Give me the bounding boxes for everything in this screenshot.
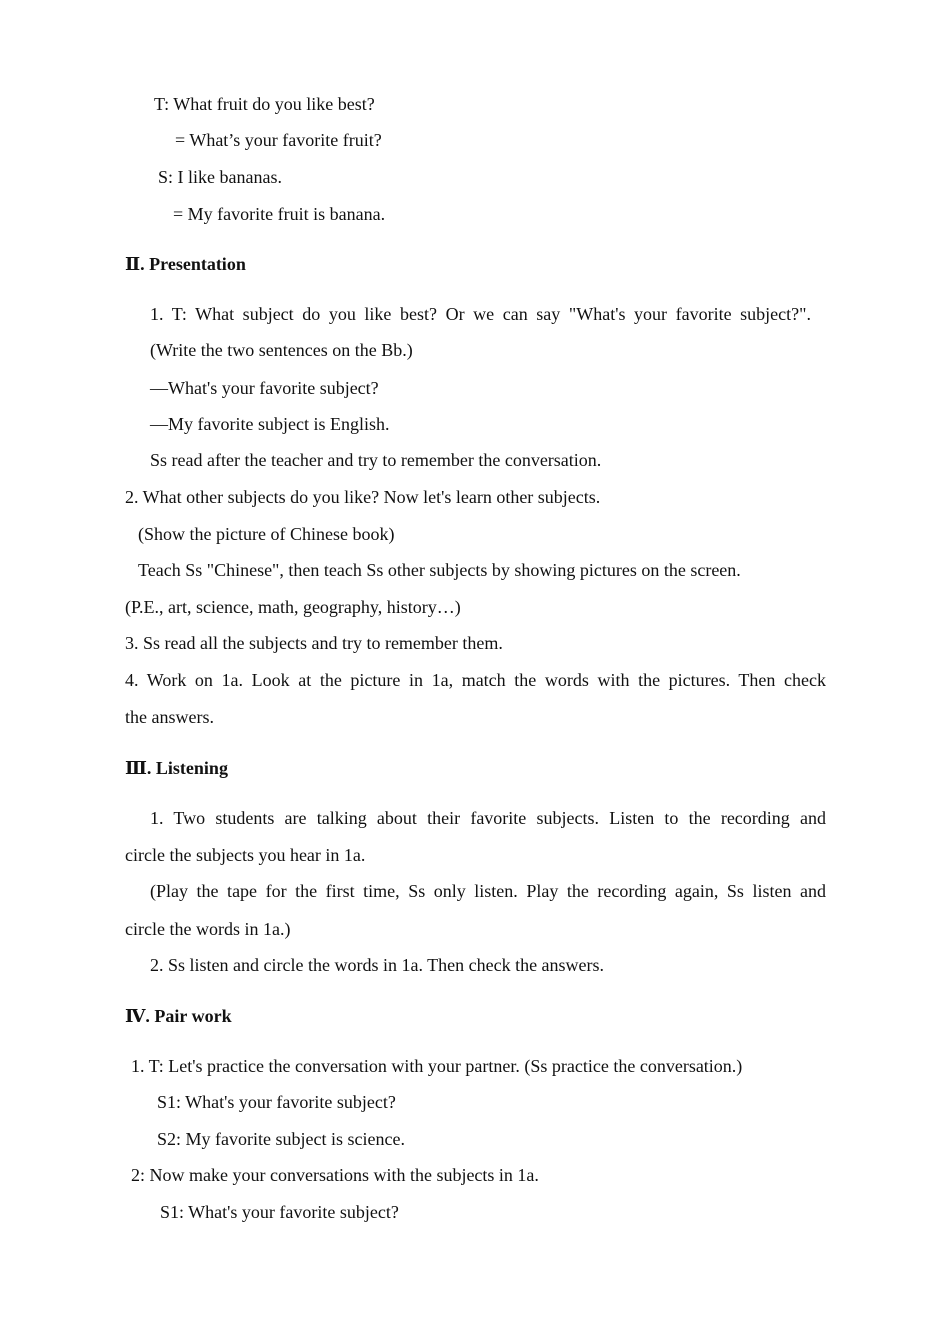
pairwork-step2-line1: 2: Now make your conversations with the subjects in 1a. bbox=[131, 1165, 539, 1185]
presentation-step4-line2: the answers. bbox=[125, 707, 214, 727]
warmup-student-answer: S: I like bananas. bbox=[158, 167, 282, 187]
presentation-step1-line2: (Write the two sentences on the Bb.) bbox=[150, 340, 413, 360]
presentation-step2-line3: Teach Ss "Chinese", then teach Ss other subjects by showing pictures on the screen. bbox=[138, 560, 741, 580]
section-heading-listening: Ⅲ. Listening bbox=[125, 758, 228, 778]
listening-step1-line1: 1. Two students are talking about their favorite subjects. Listen to the recording and bbox=[150, 808, 826, 828]
presentation-step4-line1: 4. Work on 1a. Look at the picture in 1a, match the words with the pictures. Then check bbox=[125, 670, 826, 690]
warmup-student-answer-alt: = My favorite fruit is banana. bbox=[173, 204, 386, 224]
section-heading-presentation: Ⅱ. Presentation bbox=[125, 254, 246, 274]
pairwork-step1-line1: 1. T: Let's practice the conversation with your partner. (Ss practice the conversation.) bbox=[131, 1056, 743, 1076]
pairwork-step1-s2: S2: My favorite subject is science. bbox=[157, 1129, 405, 1149]
pairwork-step1-s1: S1: What's your favorite subject? bbox=[157, 1092, 396, 1112]
presentation-step1-line1: 1. T: What subject do you like best? Or we can say "What's your favorite subject?". bbox=[150, 304, 811, 324]
presentation-step1-line5: Ss read after the teacher and try to remember the conversation. bbox=[150, 450, 602, 470]
listening-step1-line3: (Play the tape for the first time, Ss only listen. Play the recording again, Ss listen and bbox=[150, 881, 826, 901]
section-heading-pairwork: Ⅳ. Pair work bbox=[125, 1006, 232, 1026]
listening-step1-line4: circle the words in 1a.) bbox=[125, 919, 291, 939]
listening-step1-line2: circle the subjects you hear in 1a. bbox=[125, 845, 366, 865]
presentation-step3: 3. Ss read all the subjects and try to remember them. bbox=[125, 633, 503, 653]
pairwork-step2-s1: S1: What's your favorite subject? bbox=[160, 1202, 399, 1222]
presentation-step2-line4: (P.E., art, science, math, geography, history…) bbox=[125, 597, 461, 617]
listening-step2: 2. Ss listen and circle the words in 1a. Then check the answers. bbox=[150, 955, 605, 975]
presentation-dialogue-answer: —My favorite subject is English. bbox=[150, 414, 390, 434]
warmup-teacher-question: T: What fruit do you like best? bbox=[154, 94, 375, 114]
presentation-step2-line2: (Show the picture of Chinese book) bbox=[138, 524, 395, 544]
presentation-dialogue-question: —What's your favorite subject? bbox=[150, 378, 379, 398]
warmup-teacher-question-alt: = What’s your favorite fruit? bbox=[175, 130, 382, 150]
presentation-step2-line1: 2. What other subjects do you like? Now let's learn other subjects. bbox=[125, 487, 601, 507]
